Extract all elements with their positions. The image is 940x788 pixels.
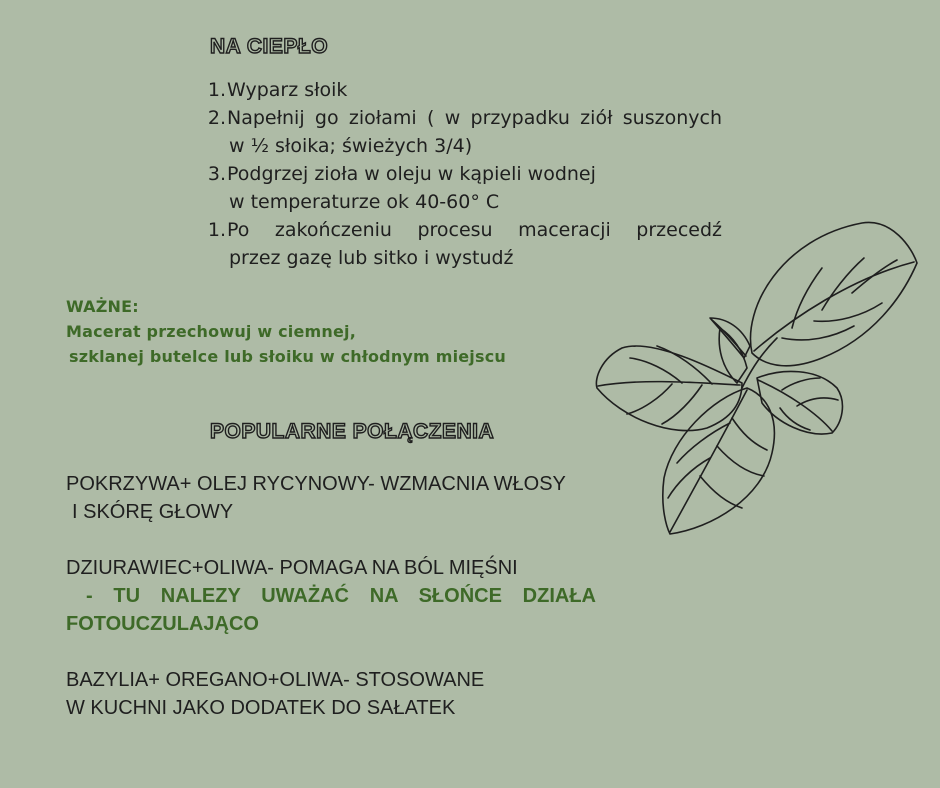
step-text: Wyparz słoik [227,79,348,101]
important-label: WAŻNE: [66,297,139,316]
sun-warning: - TU NALEZY UWAŻAĆ NA SŁOŃCE DZIAŁA [86,585,596,607]
important-line: szklanej butelce lub słoiku w chłodnym miejscu [69,347,506,366]
step-line: w ½ słoika; świeżych 3/4) [229,135,473,157]
step-number: 1. [207,219,226,241]
combination-line: I SKÓRĘ GŁOWY [72,501,234,523]
step-text [226,160,722,216]
step-item [206,160,722,216]
step-number: 3. [207,163,226,185]
important-line: Macerat przechowuj w ciemnej, [66,322,357,341]
step-item [206,76,722,104]
step-line: w temperaturze ok 40-60° C [229,191,500,213]
step-text [226,104,722,160]
important-note [66,294,506,369]
step-item [206,104,722,160]
step-number: 2. [207,107,226,129]
combination-item [66,470,596,526]
combination-line: DZIURAWIEC+OLIWA- POMAGA NA BÓL MIĘŚNI [66,557,518,579]
sun-warning: FOTOUCZULAJĄCO [66,613,259,635]
combination-line: W KUCHNI JAKO DODATEK DO SAŁATEK [66,697,456,719]
combination-line: POKRZYWA+ OLEJ RYCYNOWY- WZMACNIA WŁOSY [66,473,566,495]
step-line: Napełnij go ziołami ( w przypadku ziół suszonych [227,107,722,129]
combination-item [66,666,596,722]
heading-popularne-polaczenia: POPULARNE POŁĄCZENIA [210,420,495,443]
step-number: 1. [207,79,226,101]
combination-line: BAZYLIA+ OREGANO+OLIWA- STOSOWANE [66,669,485,691]
step-line: Po zakończeniu procesu maceracji przecedź [227,219,722,241]
combinations-list [66,470,596,750]
step-line: przez gazę lub sitko i wystudź [229,247,514,269]
basil-leaves-icon [592,218,922,538]
combination-item [66,554,596,638]
step-line: Podgrzej zioła w oleju w kąpieli wodnej [227,163,596,185]
heading-na-cieplo: NA CIEPŁO [210,35,329,58]
